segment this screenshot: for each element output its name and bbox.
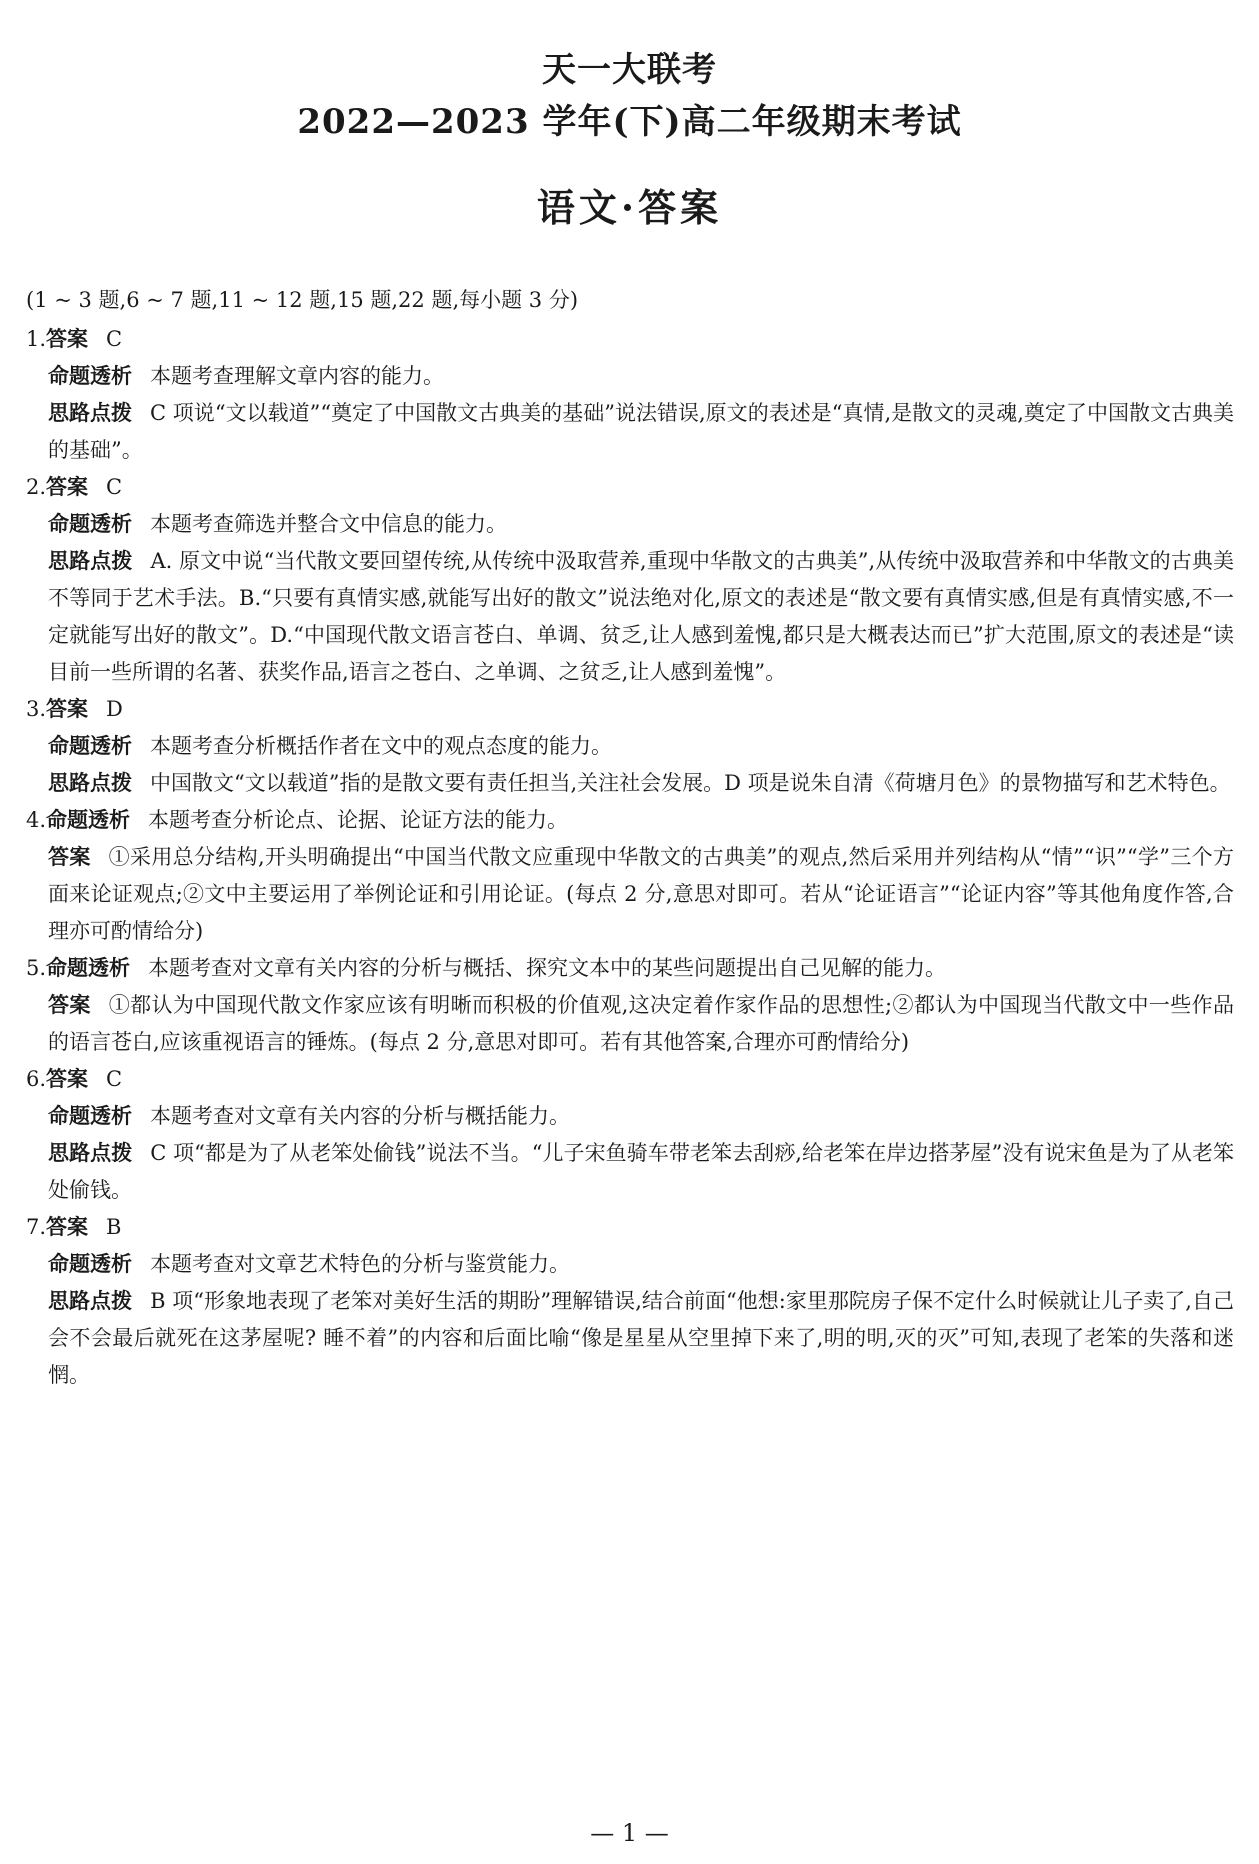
hint-label: 思路点拨 xyxy=(48,771,132,795)
answer-label: 答案 xyxy=(48,845,91,869)
question-number: 5. xyxy=(26,956,47,980)
question-5 xyxy=(26,950,1234,1061)
intent-text: 本题考查筛选并整合文中信息的能力。 xyxy=(150,512,507,536)
answer-label: 答案 xyxy=(46,1215,89,1239)
answer-label: 答案 xyxy=(46,327,89,351)
hint-text: C 项说“文以载道”“奠定了中国散文古典美的基础”说法错误,原文的表述是“真情,是散文的灵魂,奠定了中国散文古典美的基础”。 xyxy=(48,401,1234,462)
hint-text: B 项“形象地表现了老笨对美好生活的期盼”理解错误,结合前面“他想:家里那院房子保不定什么时候就让儿子卖了,自己会不会最后就死在这茅屋呢? 睡不着”的内容和后面比喻“像是星星从空里掉下来了,明的明,灭的灭”可知,表现了老笨的失落和迷惘。 xyxy=(48,1289,1234,1387)
intent-label: 命题透析 xyxy=(48,512,132,536)
intent-text: 本题考查分析论点、论据、论证方法的能力。 xyxy=(148,808,569,832)
answer-value: C xyxy=(106,475,123,499)
scoring-note: (1 ~ 3 题,6 ~ 7 题,11 ~ 12 题,15 题,22 题,每小题 3 分) xyxy=(26,288,579,312)
subject-answer-title: 语文·答案 xyxy=(536,185,723,230)
intent-text: 本题考查分析概括作者在文中的观点态度的能力。 xyxy=(150,734,612,758)
answer-label: 答案 xyxy=(46,697,89,721)
question-7 xyxy=(26,1209,1234,1394)
intent-text: 本题考查理解文章内容的能力。 xyxy=(150,364,444,388)
question-number: 1. xyxy=(26,327,47,351)
intent-label: 命题透析 xyxy=(48,734,132,758)
exam-organizer-title: 天一大联考 xyxy=(542,50,717,90)
hint-label: 思路点拨 xyxy=(48,1289,133,1313)
hint-label: 思路点拨 xyxy=(48,1141,133,1165)
question-number: 6. xyxy=(26,1067,47,1091)
hint-label: 思路点拨 xyxy=(48,401,133,425)
intent-text: 本题考查对文章有关内容的分析与概括、探究文本中的某些问题提出自己见解的能力。 xyxy=(148,956,947,980)
intent-text: 本题考查对文章有关内容的分析与概括能力。 xyxy=(150,1104,570,1128)
question-3 xyxy=(26,691,1234,802)
question-number: 4. xyxy=(26,808,47,832)
question-1 xyxy=(26,321,1234,469)
intent-label: 命题透析 xyxy=(48,1252,132,1276)
question-number: 7. xyxy=(26,1215,47,1239)
question-2 xyxy=(26,469,1234,691)
hint-text: A. 原文中说“当代散文要回望传统,从传统中汲取营养,重现中华散文的古典美”,从传统中汲取营养和中华散文的古典美不等同于艺术手法。B.“只要有真情实感,就能写出好的散文”说法绝对化,原文的表述是“散文要有真情实感,但是有真情实感,不一定就能写出好的散文”。D.“中国现代散文语言苍白、单调、贫乏,让人感到羞愧,都只是大概表达而已”扩大范围,原文的表述是“读目前一些所谓的名著、获奖作品,语言之苍白、之单调、之贫乏,让人感到羞愧”。 xyxy=(48,549,1235,684)
answer-value: B xyxy=(106,1215,122,1239)
page-number: — 1 — xyxy=(590,1819,669,1847)
intent-label: 命题透析 xyxy=(48,1104,132,1128)
answer-content xyxy=(26,282,1234,1394)
answer-text: ①都认为中国现代散文作家应该有明晰而积极的价值观,这决定着作家作品的思想性;②都认为中国现当代散文中一些作品的语言苍白,应该重视语言的锤炼。(每点 2 分,意思对即可。若有其他答案,合理亦可酌情给分) xyxy=(48,993,1235,1054)
hint-text: 中国散文“文以载道”指的是散文要有责任担当,关注社会发展。D 项是说朱自清《荷塘月色》的景物描写和艺术特色。 xyxy=(150,771,1231,795)
answer-value: C xyxy=(106,1067,123,1091)
question-4 xyxy=(26,802,1234,950)
exam-name-title: 2022—2023 学年(下)高二年级期末考试 xyxy=(297,102,962,142)
intent-text: 本题考查对文章艺术特色的分析与鉴赏能力。 xyxy=(150,1252,570,1276)
intent-label: 命题透析 xyxy=(48,364,132,388)
answer-value: C xyxy=(106,327,123,351)
answer-label: 答案 xyxy=(46,475,89,499)
question-number: 2. xyxy=(26,475,47,499)
intent-label: 命题透析 xyxy=(46,808,131,832)
answer-label: 答案 xyxy=(46,1067,89,1091)
question-number: 3. xyxy=(26,697,47,721)
answer-value: D xyxy=(106,697,123,721)
answer-label: 答案 xyxy=(48,993,91,1017)
answer-text: ①采用总分结构,开头明确提出“中国当代散文应重现中华散文的古典美”的观点,然后采用并列结构从“情”“识”“学”三个方面来论证观点;②文中主要运用了举例论证和引用论证。(每点 2 分,意思对即可。若从“论证语言”“论证内容”等其他角度作答,合理亦可酌情给分) xyxy=(48,845,1235,943)
intent-label: 命题透析 xyxy=(46,956,131,980)
hint-label: 思路点拨 xyxy=(48,549,133,573)
question-6 xyxy=(26,1061,1234,1209)
hint-text: C 项“都是为了从老笨处偷钱”说法不当。“儿子宋鱼骑车带老笨去刮痧,给老笨在岸边搭茅屋”没有说宋鱼是为了从老笨处偷钱。 xyxy=(48,1141,1235,1202)
